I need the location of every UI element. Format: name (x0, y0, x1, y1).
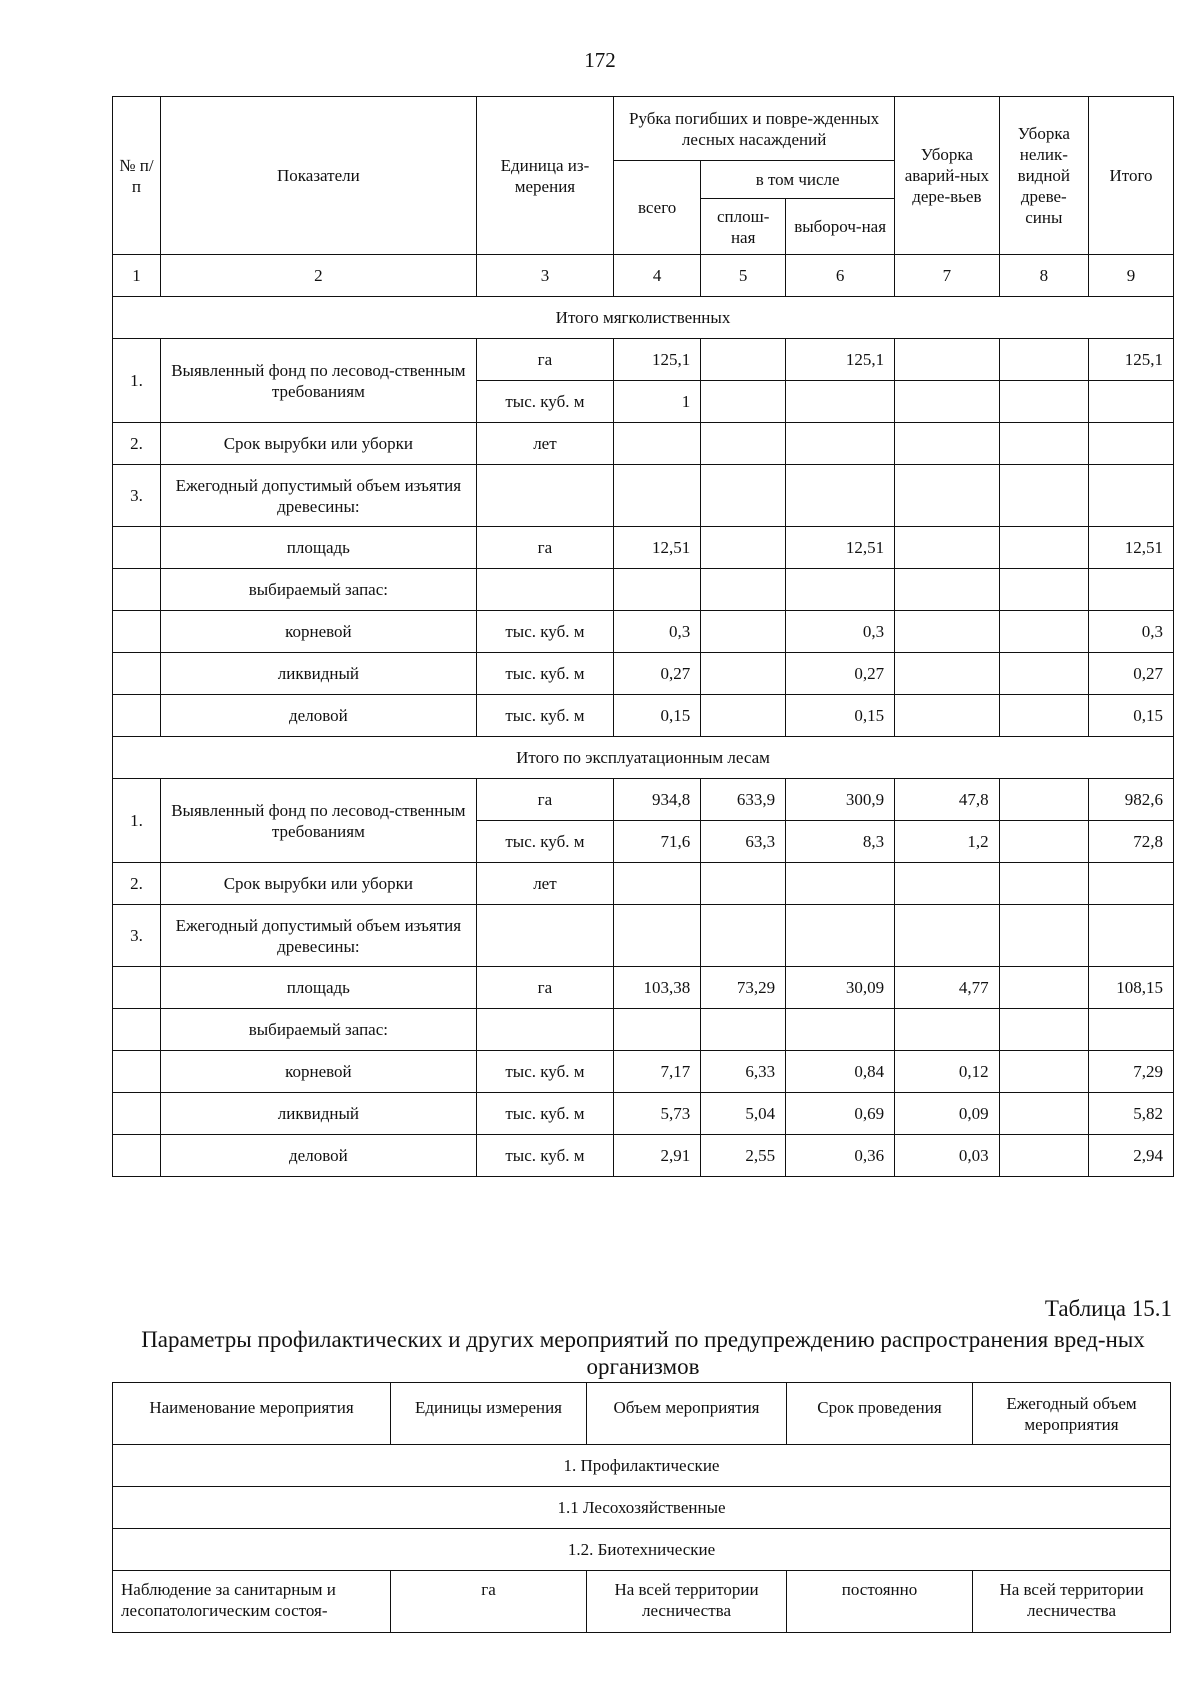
stock-label-row (113, 569, 1174, 611)
value-cell: 2,91 (614, 1135, 701, 1177)
stock-row (113, 1093, 1174, 1135)
col-number: 3 (476, 255, 613, 297)
header-clear: сплош-ная (701, 199, 786, 255)
value-cell: 7,17 (614, 1051, 701, 1093)
stock-row (113, 611, 1174, 653)
measures-cell: На всей территории лесничества (587, 1571, 787, 1633)
measures-group: 1.2. Биотехнические (113, 1529, 1171, 1571)
unit-cell: га (476, 967, 613, 1009)
value-cell: 0,09 (895, 1093, 1000, 1135)
row-number: 3. (113, 905, 161, 967)
stock-row (113, 1135, 1174, 1177)
value-cell (701, 905, 786, 967)
value-cell (999, 527, 1088, 569)
measures-header: Объем мероприятия (587, 1383, 787, 1445)
value-cell: 982,6 (1088, 779, 1173, 821)
value-cell: 0,12 (895, 1051, 1000, 1093)
value-cell: 8,3 (786, 821, 895, 863)
value-cell: 5,82 (1088, 1093, 1173, 1135)
value-cell: 0,27 (786, 653, 895, 695)
value-cell (786, 465, 895, 527)
measures-table-body (113, 1383, 1171, 1633)
value-cell: 300,9 (786, 779, 895, 821)
stock-row (113, 695, 1174, 737)
value-cell (999, 967, 1088, 1009)
column-numbers-row (113, 255, 1174, 297)
row-label: Выявленный фонд по лесовод-ственным требованиям (160, 339, 476, 423)
section-title-row (113, 297, 1174, 339)
value-cell (895, 695, 1000, 737)
measures-group: 1. Профилактические (113, 1445, 1171, 1487)
value-cell: 63,3 (701, 821, 786, 863)
main-table-body (113, 97, 1174, 1177)
value-cell (895, 1009, 1000, 1051)
value-cell (999, 821, 1088, 863)
row-label: Ежегодный допустимый объем изъятия древесины: (160, 465, 476, 527)
value-cell (1088, 465, 1173, 527)
row-label: деловой (160, 1135, 476, 1177)
value-cell (895, 381, 1000, 423)
row-label: площадь (160, 967, 476, 1009)
measures-row (113, 1571, 1171, 1633)
value-cell (895, 863, 1000, 905)
row-number (113, 1093, 161, 1135)
value-cell (999, 339, 1088, 381)
value-cell: 125,1 (614, 339, 701, 381)
value-cell: 0,27 (614, 653, 701, 695)
value-cell (895, 905, 1000, 967)
value-cell (614, 863, 701, 905)
table-title: Параметры профилактических и других мероприятий по предупреждению распространения вред-ных организмов (141, 1327, 1145, 1379)
value-cell: 108,15 (1088, 967, 1173, 1009)
row-number: 1. (113, 779, 161, 863)
unit-cell: лет (476, 423, 613, 465)
value-cell (1088, 863, 1173, 905)
value-cell: 73,29 (701, 967, 786, 1009)
measures-header: Единицы измерения (391, 1383, 587, 1445)
row-number (113, 611, 161, 653)
value-cell: 0,3 (786, 611, 895, 653)
row-label: деловой (160, 695, 476, 737)
unit-cell: тыс. куб. м (476, 695, 613, 737)
value-cell (999, 1135, 1088, 1177)
row-label: Ежегодный допустимый объем изъятия древесины: (160, 905, 476, 967)
value-cell: 0,27 (1088, 653, 1173, 695)
value-cell (999, 569, 1088, 611)
col-number: 6 (786, 255, 895, 297)
value-cell: 934,8 (614, 779, 701, 821)
value-cell: 0,15 (614, 695, 701, 737)
row-number (113, 653, 161, 695)
row-label: площадь (160, 527, 476, 569)
value-cell: 0,15 (786, 695, 895, 737)
value-cell (614, 905, 701, 967)
value-cell (701, 339, 786, 381)
row-number: 2. (113, 863, 161, 905)
value-cell: 1,2 (895, 821, 1000, 863)
value-cell (999, 1051, 1088, 1093)
term-row (113, 863, 1174, 905)
value-cell (1088, 905, 1173, 967)
value-cell (786, 381, 895, 423)
row-number (113, 695, 161, 737)
header-indicators: Показатели (160, 97, 476, 255)
value-cell (895, 527, 1000, 569)
measures-cell: Наблюдение за санитарным и лесопатологическим состоя- (113, 1571, 391, 1633)
value-cell (999, 779, 1088, 821)
measures-cell: постоянно (787, 1571, 973, 1633)
measures-cell: На всей территории лесничества (973, 1571, 1171, 1633)
annual-row (113, 905, 1174, 967)
unit-cell: тыс. куб. м (476, 1135, 613, 1177)
value-cell (1088, 1009, 1173, 1051)
measures-group: 1.1 Лесохозяйственные (113, 1487, 1171, 1529)
col-number: 7 (895, 255, 1000, 297)
measures-header-row (113, 1383, 1171, 1445)
row-label: выбираемый запас: (160, 1009, 476, 1051)
value-cell: 0,3 (614, 611, 701, 653)
unit-cell: тыс. куб. м (476, 653, 613, 695)
value-cell: 71,6 (614, 821, 701, 863)
value-cell: 12,51 (786, 527, 895, 569)
value-cell (895, 465, 1000, 527)
value-cell (1088, 381, 1173, 423)
value-cell: 125,1 (786, 339, 895, 381)
value-cell: 0,3 (1088, 611, 1173, 653)
value-cell (701, 527, 786, 569)
header-total-all: всего (614, 161, 701, 255)
row-number: 3. (113, 465, 161, 527)
value-cell (999, 905, 1088, 967)
header-total: Итого (1088, 97, 1173, 255)
value-cell (999, 1093, 1088, 1135)
value-cell: 72,8 (1088, 821, 1173, 863)
unit-cell: га (476, 527, 613, 569)
value-cell (786, 863, 895, 905)
header-felling-group: Рубка погибших и повре-жденных лесных насаждений (614, 97, 895, 161)
stock-row (113, 653, 1174, 695)
row-label: корневой (160, 1051, 476, 1093)
value-cell: 0,84 (786, 1051, 895, 1093)
term-row (113, 423, 1174, 465)
value-cell: 7,29 (1088, 1051, 1173, 1093)
unit-cell: тыс. куб. м (476, 1093, 613, 1135)
measures-header: Ежегодный объем мероприятия (973, 1383, 1171, 1445)
table-caption: Таблица 15.1 (1044, 1296, 1172, 1321)
header-unit: Единица из-мерения (476, 97, 613, 255)
unit-cell: га (476, 339, 613, 381)
value-cell: 0,69 (786, 1093, 895, 1135)
value-cell (786, 569, 895, 611)
row-label: выбираемый запас: (160, 569, 476, 611)
value-cell: 1 (614, 381, 701, 423)
value-cell (999, 381, 1088, 423)
row-label: ликвидный (160, 653, 476, 695)
area-row (113, 527, 1174, 569)
row-label: ликвидный (160, 1093, 476, 1135)
value-cell (895, 611, 1000, 653)
unit-cell: тыс. куб. м (476, 381, 613, 423)
value-cell: 103,38 (614, 967, 701, 1009)
value-cell (614, 1009, 701, 1051)
value-cell (701, 569, 786, 611)
value-cell: 2,55 (701, 1135, 786, 1177)
value-cell (701, 653, 786, 695)
value-cell: 12,51 (614, 527, 701, 569)
value-cell: 125,1 (1088, 339, 1173, 381)
stock-row (113, 1051, 1174, 1093)
value-cell (476, 1009, 613, 1051)
col-number: 8 (999, 255, 1088, 297)
value-cell (476, 569, 613, 611)
row-label: корневой (160, 611, 476, 653)
value-cell (701, 381, 786, 423)
col-number: 5 (701, 255, 786, 297)
value-cell: 633,9 (701, 779, 786, 821)
value-cell: 5,73 (614, 1093, 701, 1135)
col-number: 1 (113, 255, 161, 297)
value-cell (701, 423, 786, 465)
measures-group-row (113, 1445, 1171, 1487)
value-cell: 0,03 (895, 1135, 1000, 1177)
value-cell (895, 423, 1000, 465)
value-cell (701, 611, 786, 653)
row-number (113, 1135, 161, 1177)
col-number: 9 (1088, 255, 1173, 297)
measures-group-row (113, 1529, 1171, 1571)
header-selective: выбороч-ная (786, 199, 895, 255)
value-cell (999, 465, 1088, 527)
unit-cell: тыс. куб. м (476, 1051, 613, 1093)
row-number (113, 569, 161, 611)
row-number (113, 1051, 161, 1093)
value-cell (1088, 569, 1173, 611)
value-cell: 47,8 (895, 779, 1000, 821)
fund-row (113, 779, 1174, 821)
value-cell (701, 465, 786, 527)
unit-cell: тыс. куб. м (476, 611, 613, 653)
measures-cell: га (391, 1571, 587, 1633)
value-cell (999, 611, 1088, 653)
value-cell (786, 905, 895, 967)
value-cell (614, 465, 701, 527)
row-number (113, 967, 161, 1009)
unit-cell: га (476, 779, 613, 821)
value-cell (701, 1009, 786, 1051)
value-cell (476, 465, 613, 527)
section-title: Итого мягколиственных (113, 297, 1174, 339)
row-label: Срок вырубки или уборки (160, 863, 476, 905)
unit-cell: лет (476, 863, 613, 905)
value-cell (786, 423, 895, 465)
header-including: в том числе (701, 161, 895, 199)
row-number: 2. (113, 423, 161, 465)
value-cell (614, 569, 701, 611)
row-number (113, 1009, 161, 1051)
header-illiquid: Уборка нелик-видной древе-сины (999, 97, 1088, 255)
value-cell (895, 339, 1000, 381)
value-cell (999, 863, 1088, 905)
value-cell (701, 695, 786, 737)
value-cell (614, 423, 701, 465)
annual-row (113, 465, 1174, 527)
unit-cell: тыс. куб. м (476, 821, 613, 863)
col-number: 4 (614, 255, 701, 297)
main-table (112, 96, 1174, 1177)
measures-table (112, 1382, 1171, 1633)
value-cell: 6,33 (701, 1051, 786, 1093)
value-cell: 5,04 (701, 1093, 786, 1135)
value-cell: 4,77 (895, 967, 1000, 1009)
value-cell: 0,36 (786, 1135, 895, 1177)
value-cell (999, 653, 1088, 695)
value-cell (701, 863, 786, 905)
measures-header: Наименование мероприятия (113, 1383, 391, 1445)
col-number: 2 (160, 255, 476, 297)
value-cell (895, 569, 1000, 611)
section-title-row (113, 737, 1174, 779)
row-number: 1. (113, 339, 161, 423)
row-number (113, 527, 161, 569)
row-label: Срок вырубки или уборки (160, 423, 476, 465)
value-cell: 30,09 (786, 967, 895, 1009)
value-cell: 12,51 (1088, 527, 1173, 569)
value-cell (999, 1009, 1088, 1051)
section-title: Итого по эксплуатационным лесам (113, 737, 1174, 779)
row-label: Выявленный фонд по лесовод-ственным требованиям (160, 779, 476, 863)
stock-label-row (113, 1009, 1174, 1051)
value-cell (999, 423, 1088, 465)
value-cell (895, 653, 1000, 695)
fund-row (113, 339, 1174, 381)
value-cell (476, 905, 613, 967)
header-emergency: Уборка аварий-ных дере-вьев (895, 97, 1000, 255)
value-cell (1088, 423, 1173, 465)
value-cell: 2,94 (1088, 1135, 1173, 1177)
value-cell (999, 695, 1088, 737)
value-cell: 0,15 (1088, 695, 1173, 737)
area-row (113, 967, 1174, 1009)
measures-header: Срок проведения (787, 1383, 973, 1445)
header-no: № п/п (113, 97, 161, 255)
measures-group-row (113, 1487, 1171, 1529)
value-cell (786, 1009, 895, 1051)
page-number: 172 (584, 48, 616, 72)
